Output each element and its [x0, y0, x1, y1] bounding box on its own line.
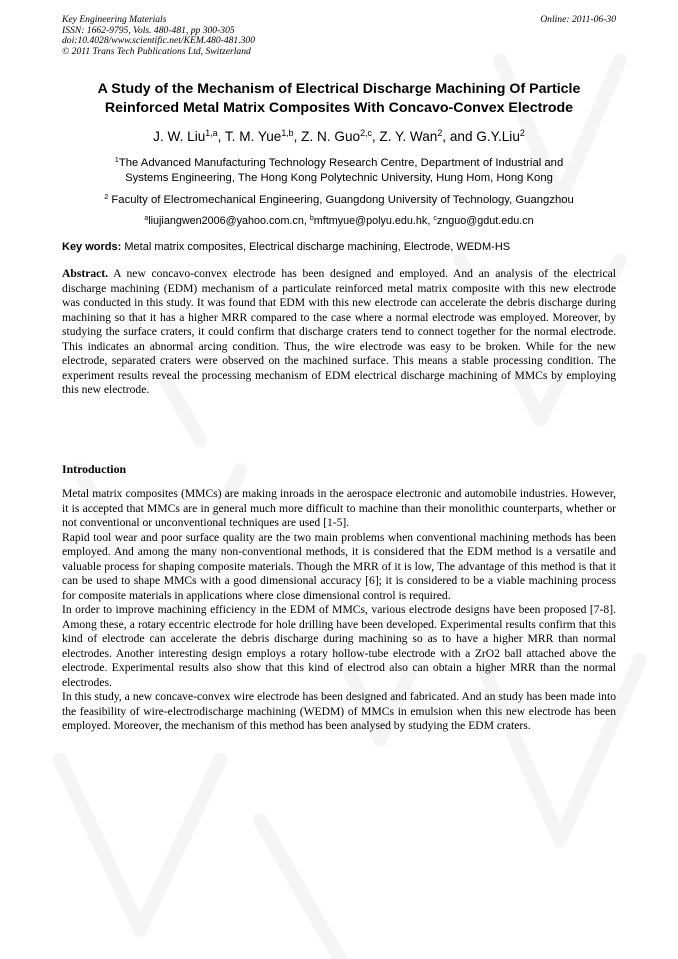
- email-separator: ,: [427, 215, 434, 227]
- introduction-heading: Introduction: [62, 462, 127, 476]
- email-link[interactable]: liujiangwen2006@yahoo.com.cn: [148, 215, 304, 227]
- email-separator: ,: [303, 215, 310, 227]
- journal-header: [62, 15, 616, 57]
- introduction-paragraph: In order to improve machining efficiency in the EDM of MMCs, various electrode designs have been proposed [7-8]. Among these, a rotary eccentric electrode for hole drilling have been developed. Experimental results confirm that this kind of electrode can accelerate the debris discharge during machining so as to have a higher MRR than normal electrodes. Another interesting design employs a rotary hollow-tube electrode with a ZrO2 ball attached above the electrode. Experimental results also show that this kind of electrod also can obtain a higher MRR than the normal electrodes.: [62, 603, 616, 689]
- keywords-text: Metal matrix composites, Electrical discharge machining, Electrode, WEDM-HS: [124, 241, 511, 253]
- author-separator: ,: [217, 129, 225, 144]
- author-name: Z. N. Guo: [301, 129, 361, 144]
- keywords: [62, 240, 622, 254]
- author-affiliation-mark: 2,c: [360, 128, 372, 139]
- issn-line: ISSN: 1662-9795, Vols. 480-481, pp 300-305: [62, 24, 235, 36]
- email-link[interactable]: znguo@gdut.edu.cn: [436, 215, 534, 227]
- abstract-text: A new concavo-convex electrode has been designed and employed. And an analysis of the electrical discharge machining (EDM) mechanism of a particulate reinforced metal matrix composite with this new electrode was conducted in this study. It was found that EDM with this new electrode can accelerate the debris discharge during machining so that it has a higher MRR compared to the case where a normal electrode was employed. Moreover, by studying the surface craters, it could confirm that discharge craters tend to connect together for the normal electrode. This indicates an abnormal arcing condition. Thus, the wire electrode was easy to be broken. While for the new electrode, separated craters were observed on the machined surface. This means a stable processing condition. The experiment results reveal the processing mechanism of EDM electrical discharge machining of MMCs by employing this new electrode.: [62, 267, 616, 396]
- paper-title: [40, 80, 638, 117]
- author-separator: ,: [371, 129, 380, 144]
- author-separator: ,: [293, 129, 302, 144]
- email-list: [50, 214, 628, 228]
- header-left: [62, 15, 616, 57]
- abstract-label: Abstract.: [62, 267, 109, 280]
- author-affiliation-mark: 2: [437, 128, 443, 139]
- introduction-body: [62, 487, 616, 734]
- author-affiliation-mark: 1,a: [205, 128, 218, 139]
- author-name: J. W. Liu: [153, 129, 206, 144]
- copyright-line: © 2011 Trans Tech Publications Ltd, Switzerland: [62, 45, 251, 57]
- keywords-label: Key words:: [62, 241, 122, 253]
- author-name: Z. Y. Wan: [379, 129, 438, 144]
- author-name: T. M. Yue: [224, 129, 282, 144]
- title-line-2: Reinforced Metal Matrix Composites With Concavo-Convex Electrode: [104, 99, 574, 116]
- author-affiliation-mark: 1,b: [281, 128, 294, 139]
- affiliation-mark: 2: [104, 191, 109, 201]
- introduction-paragraph: Rapid tool wear and poor surface quality are the two main problems when conventional machining methods has been employed. And among the many non-conventional methods, it is considered that the EDM method is a versatile and valuable process for shaping composite materials. Though the MRR of it is low, The advantage of this method is that it can be used to shape MMCs with a good dimensional accuracy [6]; it is considered to be a viable machining process for composite materials in applications where close dimensional control is required.: [62, 530, 616, 602]
- abstract: [62, 267, 616, 398]
- introduction-paragraph: In this study, a new concave-convex wire electrode has been designed and fabricated. And an study has been made into the feasibility of wire-electrodischarge machining (WEDM) of MMCs in emulsion when this new electrode has been employed. Moreover, the mechanism of this method has been analysed by studying the EDM craters.: [62, 690, 616, 732]
- affiliation-line: Systems Engineering, The Hong Kong Polytechnic University, Hung Hom, Hong Kong: [125, 172, 553, 184]
- email-link[interactable]: mftmyue@polyu.edu.hk: [313, 215, 428, 227]
- email-mark: a: [144, 215, 149, 223]
- author-separator: , and: [442, 129, 477, 144]
- author-name: G.Y.Liu: [476, 129, 520, 144]
- author-list: [40, 128, 638, 146]
- journal-name: Key Engineering Materials: [62, 14, 167, 25]
- affiliation-mark: 1: [114, 154, 119, 164]
- affiliation-line: The Advanced Manufacturing Technology Research Centre, Department of Industrial and: [118, 157, 564, 169]
- online-date: Online: 2011-06-30: [540, 14, 616, 25]
- email-mark: b: [309, 215, 314, 223]
- email-mark: c: [433, 215, 437, 223]
- affiliation-2: [50, 193, 628, 208]
- affiliation-1: [50, 156, 628, 186]
- title-line-1: A Study of the Mechanism of Electrical Discharge Machining Of Particle: [97, 81, 581, 97]
- doi-line: doi:10.4028/www.scientific.net/KEM.480-481.300: [62, 35, 256, 47]
- introduction-paragraph: Metal matrix composites (MMCs) are making inroads in the aerospace electronic and automobile industries. However, it is accepted that MMCs are in general much more difficult to machine than their monolithic counterparts, whether or not conventional or unconventional techniques are used [1-5].: [62, 487, 616, 529]
- author-affiliation-mark: 2: [519, 128, 525, 139]
- affiliation-line: Faculty of Electromechanical Engineering, Guangdong University of Technology, Guangzhou: [111, 194, 574, 206]
